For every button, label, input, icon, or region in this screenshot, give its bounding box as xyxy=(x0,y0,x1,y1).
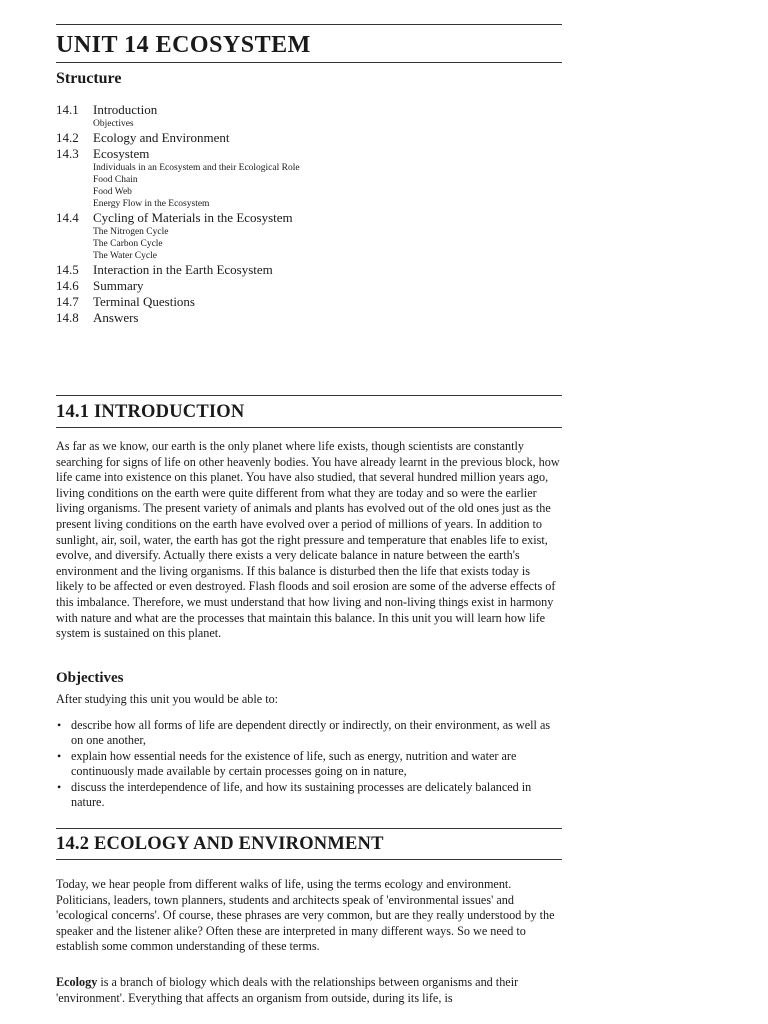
bullet-icon: • xyxy=(57,780,62,795)
toc-label: Ecology and Environment xyxy=(93,130,230,145)
bullet-icon: • xyxy=(57,718,62,732)
list-item: • discuss the interdependence of life, and how its sustaining processes are delicately balanced in nature. xyxy=(57,780,532,809)
toc-number: 14.1 xyxy=(56,102,79,117)
bullet-icon: • xyxy=(57,749,62,764)
toc-label: Cycling of Materials in the Ecosystem xyxy=(93,210,293,225)
toc-number: 14.3 xyxy=(56,146,79,161)
toc-label: Ecosystem xyxy=(93,146,150,161)
toc-number: 14.2 xyxy=(56,130,79,145)
toc-entry xyxy=(56,262,556,278)
toc-label: Introduction xyxy=(93,102,158,117)
list-item: • describe how all forms of life are dependent directly or indirectly, on their environment, as well as on one another, xyxy=(57,718,551,747)
structure-heading: Structure xyxy=(56,70,122,87)
toc-entry xyxy=(56,278,556,294)
objectives-intro: After studying this unit you would be able to: xyxy=(56,692,279,706)
toc-number: 14.6 xyxy=(56,278,79,293)
toc-subitem: Food Chain xyxy=(93,175,138,185)
section-top-rule xyxy=(56,395,562,396)
toc-label: Interaction in the Earth Ecosystem xyxy=(93,262,273,277)
toc-label: Terminal Questions xyxy=(93,294,195,309)
top-rule xyxy=(56,24,562,25)
toc-subitem: The Water Cycle xyxy=(93,251,157,261)
toc-entry xyxy=(56,310,556,326)
objectives-heading: Objectives xyxy=(56,670,124,686)
toc-number: 14.4 xyxy=(56,210,79,225)
table-of-contents xyxy=(56,102,556,326)
toc-entry xyxy=(56,146,556,210)
toc-subitem: The Carbon Cycle xyxy=(93,239,163,249)
toc-subitem: Individuals in an Ecosystem and their Ecological Role xyxy=(93,163,300,173)
toc-subitem: Objectives xyxy=(93,119,134,129)
toc-label: Summary xyxy=(93,278,144,293)
introduction-paragraph: As far as we know, our earth is the only planet where life exists, though scientists are constantly searching for signs of life on other heavenly bodies. You have already learnt in the previous block, how life came into existence on this planet. You have also studied, that several hundred million years ago, living conditions on the earth were quite different from what they are today and so were the earlier living organisms. The present variety of animals and plants has evolved out of the old ones just as the present living conditions on the earth have evolved over a period of millions of years. In addition to sunlight, air, soil, water, the earth has got the right pressure and temperature that enables life to exist, evolve, and diversify. Actually there exists a very delicate balance in nature between the earth's environment and the living organisms. If this balance is disturbed then the life that exists today is likely to be affected or even destroyed. Flash floods and soil erosion are some of the adverse effects of this imbalance. Therefore, we must understand that how living and non-living things exist in harmony with nature and what are the processes that maintain this balance. In this unit you will learn how life system is sustained on this planet. xyxy=(56,439,560,641)
section-title-introduction: 14.1 INTRODUCTION xyxy=(56,402,245,422)
toc-number: 14.5 xyxy=(56,262,79,277)
toc-entry xyxy=(56,130,556,146)
ecology-term: Ecology xyxy=(56,975,98,989)
toc-number: 14.8 xyxy=(56,310,79,325)
section-underline xyxy=(56,859,562,860)
toc-number: 14.7 xyxy=(56,294,79,309)
section-top-rule xyxy=(56,828,562,829)
title-underline xyxy=(56,62,562,63)
toc-entry xyxy=(56,210,556,262)
unit-title: UNIT 14 ECOSYSTEM xyxy=(56,32,311,58)
toc-subitem: Food Web xyxy=(93,187,132,197)
section-underline xyxy=(56,427,562,428)
list-item: • explain how essential needs for the existence of life, such as energy, nutrition and water are continuously made available by certain processes going on in nature, xyxy=(57,749,517,778)
toc-subitem: The Nitrogen Cycle xyxy=(93,227,169,237)
section-title-ecology: 14.2 ECOLOGY AND ENVIRONMENT xyxy=(56,834,384,854)
toc-entry xyxy=(56,294,556,310)
toc-entry xyxy=(56,102,556,130)
toc-label: Answers xyxy=(93,310,139,325)
ecology-definition-paragraph: Ecology is a branch of biology which deals with the relationships between organisms and their 'environment'. Everything that affects an organism from outside, during its life, is xyxy=(56,975,519,1005)
objectives-list xyxy=(56,718,560,812)
ecology-paragraph: Today, we hear people from different walks of life, using the terms ecology and environment. Politicians, leaders, town planners, students and architects speak of 'environmental issues' and 'ecological concerns'. Of course, these phrases are very common, but are they really understood by the speaker and the listener alike? Often these are interpreted in many different ways. So we need to establish some common understanding of these terms. xyxy=(56,877,555,954)
toc-subitem: Energy Flow in the Ecosystem xyxy=(93,199,210,209)
